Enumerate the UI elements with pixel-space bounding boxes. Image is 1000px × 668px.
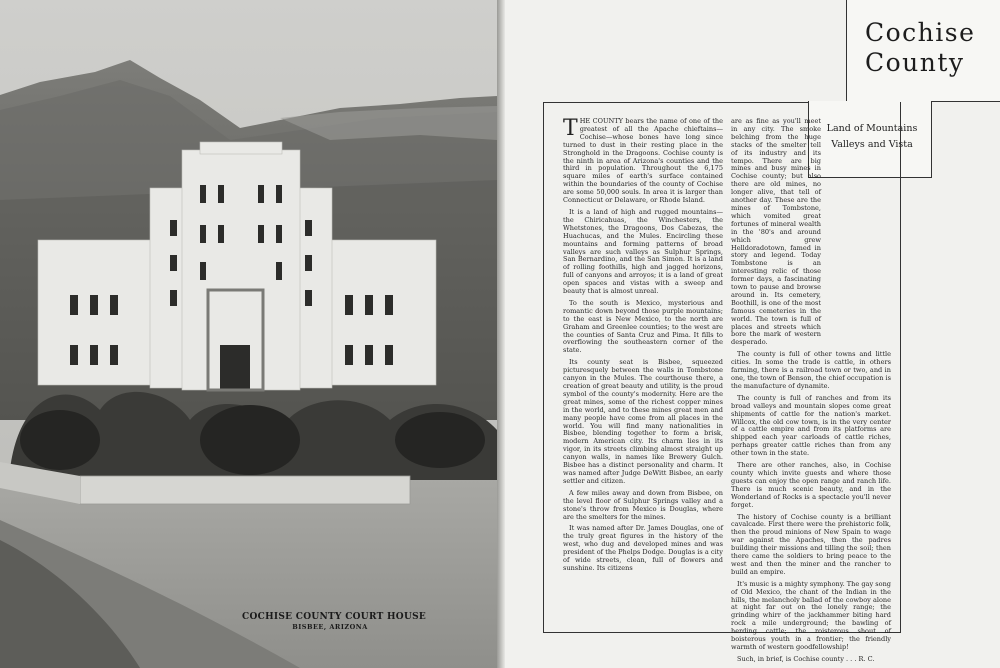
paragraph: A few miles away and down from Bisbee, on the level floor of Sulphur Springs valley and a stone's throw from Mexico is Douglas, where are the smelters for the mines. xyxy=(563,488,723,521)
paragraph: Such, in brief, is Cochise county . . . R. C. xyxy=(737,654,875,663)
title-line-2: County xyxy=(865,48,965,77)
caption-title: COCHISE COUNTY COURT HOUSE xyxy=(242,612,427,622)
paragraph: Its county seat is Bisbee, squeezed picturesquely between the walls in Tombstone canyon in the Mules. The courthouse there, a creation of great beauty and utility, is the proud symbol of the county's modernity. Here are the great mines, some of the richest copper mines in the world, and to these mines great men and many people have come from all places in the world. You will find many nationalities in Bisbee, blending together to form a brisk, modern American city. Its charm lies in its vigor, in its streets climbing almost straight up canyon walls, in names like Brewery Gulch. Bisbee has a distinct personality and charm. It was named after Judge DeWitt Bisbee, an early settler and citizen. xyxy=(563,358,723,485)
paragraph: are as fine as you'll meet in any city. The smoke belching from the huge stacks of the smelter tell of its industry and its tempo. There are big mines and busy mines in Cochise county; but also there are old mines, no longer alive, that tell of another day. These are the mines of Tombstone, which vomited great fortunes of mineral wealth in the '80's and around which grew Helldoradotown, famed in story and legend. Today Tombstone is an interesting relic of those former days, a fascinating town to pause and browse around in. Its cemetery, Boothill, is one of the most famous cemeteries in the world. The town is full of places and streets which bore the mark of western desperado. xyxy=(731,117,821,347)
paragraph: To the south is Mexico, mysterious and romantic down beyond those purple mountains; to the east is New Mexico, to the north are Graham and Greenlee counties; to the west are the counties of Santa Cruz and Pima. It fills to overflowing the southeastern corner of the state. xyxy=(563,298,723,355)
title-box xyxy=(846,0,1000,102)
paragraph: There are other ranches, also, in Cochise county which invite guests and where those guests can enjoy the open range and ranch life. There is much scenic beauty, and in the Wonderland of Rocks is a spectacle you'll never forget. xyxy=(731,461,891,509)
drop-cap: T xyxy=(563,116,578,141)
paragraph: The county is full of other towns and little cities. In some the trade is cattle, in others farming, there is a railroad town or two, and in one, the town of Benson, the chief occupation is the manufacture of dynamite. xyxy=(731,350,891,390)
frame-top-rule xyxy=(543,102,808,103)
subtitle-line-1: Land of Mountains xyxy=(826,123,918,134)
article-column-1 xyxy=(563,118,723,577)
paragraph: The history of Cochise county is a brilliant cavalcade. First there were the prehistoric folk, then the proud minions of New Spain to wage war against the Apaches, then the padres building their missions and tilling the soil; then there came the soldiers to bring peace to the west and then the miner and the rancher to build an empire. xyxy=(731,512,891,576)
page-gutter xyxy=(497,0,505,668)
paragraph: It was named after Dr. James Douglas, one of the truly great figures in the history of the west, who dug and developed mines and was president of the Phelps Dodge. Douglas is a city of wide streets, clean, full of flowers and sunshine. Its citizens xyxy=(563,524,723,572)
caption-location: BISBEE, ARIZONA xyxy=(292,623,368,631)
paragraph: The county is full of ranches and from its broad valleys and mountain slopes come great shipments of cattle for the nation's market. Willcox, the old cow town, is in the very center of a cattle empire and from its platforms are shipped each year carloads of cattle riches, perhaps greater cattle riches than from any other town in the state. xyxy=(731,393,891,458)
courthouse-illustration xyxy=(0,0,497,668)
paragraph: It is a land of high and rugged mountains—the Chiricahuas, the Winchesters, the Whetstones, the Dragoons, Dos Cabezas, the Huachucas, and the Mules. Encircling these mountains and forming patterns of broad valleys are such valleys as Sulphur Springs, San Bernardino, and the San Simon. It is a land of rolling foothills, high and jagged horizons, full of canyons and arroyos; it is a land of great open spaces and vistas with a sweep and beauty that is almost unreal. xyxy=(563,207,723,296)
title-line-1: Cochise xyxy=(865,18,976,47)
photo-caption xyxy=(242,612,427,631)
courthouse-photo xyxy=(0,0,497,668)
page-title xyxy=(865,18,975,78)
subtitle-line-2: Valleys and Vista xyxy=(831,139,913,150)
paragraph: It's music is a mighty symphony. The gay song of Old Mexico, the chant of the Indian in the hills, the melancholy ballad of the cowboy alone at night far out on the lonely range; the grinding whirr of the jackhammer biting hard rock a mile underground; the bawling of herding cattle; the roisterous shout of boisterous youth in a frontier; the friendly warmth of western goodfellowship! xyxy=(731,579,891,651)
paragraph: THE COUNTY bears the name of one of the greatest of all the Apache chieftains—Cochise—whose bones have long since turned to dust in their resting place in the Stronghold in the Dragoons. Cochise county is the ninth in area of Arizona's counties and the third in population. Throughout the 6,175 square miles of earth's surface contained within the boundaries of the county of Cochise are some 50,000 souls. In area it is larger than Connecticut or Delaware, or Rhode Island. xyxy=(563,116,723,205)
article-column-2 xyxy=(731,118,891,668)
